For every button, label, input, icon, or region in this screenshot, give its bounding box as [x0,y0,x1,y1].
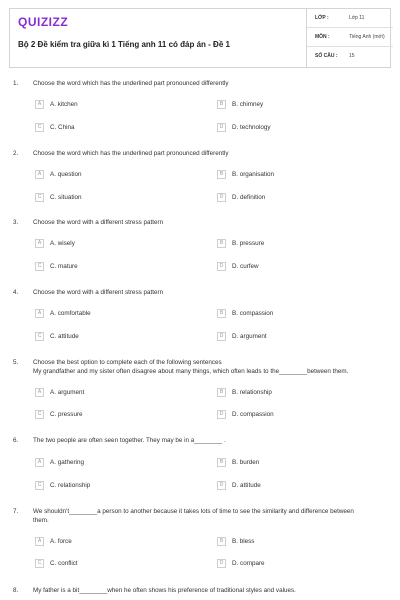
option-text: B. bless [232,538,255,545]
meta-row-count [307,47,393,66]
option-text: C. attitude [50,333,79,340]
option-text: A. gathering [50,459,84,466]
option-letter-box: B [217,388,226,397]
option-letter-box: B [217,458,226,467]
option-text: D. curfew [232,263,259,270]
question-number: 6. [13,437,19,444]
question-text: Choose the best option to complete each of the following sentences [33,359,222,366]
option-text: B. chimney [232,101,264,108]
option-text: C. mature [50,263,78,270]
option-letter-box: C [35,410,44,419]
option-letter-box: C [35,481,44,490]
option-letter-box: B [217,537,226,546]
option-letter-box: C [35,193,44,202]
option-letter-box: D [217,481,226,490]
option-letter-box: B [217,170,226,179]
option-text: C. situation [50,194,82,201]
option-letter-box: D [217,123,226,132]
option-letter-box: A [35,458,44,467]
worksheet-header [9,8,391,68]
question-number: 8. [13,587,19,594]
question-number: 2. [13,150,19,157]
question-number: 3. [13,219,19,226]
worksheet-title: Bộ 2 Đề kiểm tra giữa kì 1 Tiếng anh 11 có đáp án - Đề 1 [18,40,230,49]
meta-table [306,9,393,67]
option-text: C. relationship [50,482,91,489]
meta-key: SỐ CÂU : [315,53,338,59]
option-letter-box: A [35,100,44,109]
option-letter-box: D [217,410,226,419]
option-letter-box: A [35,388,44,397]
meta-key: LỚP : [315,15,329,21]
option-text: D. compare [232,560,265,567]
option-text: A. question [50,171,82,178]
option-letter-box: B [217,309,226,318]
option-letter-box: C [35,559,44,568]
option-letter-box: A [35,170,44,179]
quizizz-logo: QUIZIZZ [18,15,69,29]
option-text: A. force [50,538,72,545]
question-text: Choose the word with a different stress pattern [33,289,164,296]
option-letter-box: D [217,262,226,271]
option-letter-box: A [35,309,44,318]
question-number: 1. [13,80,19,87]
option-letter-box: D [217,193,226,202]
question-text: The two people are often seen together. They may be in a________ . [33,437,226,444]
option-letter-box: C [35,262,44,271]
option-letter-box: C [35,123,44,132]
option-letter-box: A [35,239,44,248]
option-text: C. pressure [50,411,83,418]
option-text: B. organisation [232,171,275,178]
question-text: We shouldn't________a person to another because it takes lots of time to see the similarity and difference between [33,508,354,515]
meta-key: MÔN : [315,34,330,40]
option-text: D. technology [232,124,271,131]
meta-value: Tiếng Anh (mới) [349,34,385,40]
option-letter-box: C [35,332,44,341]
question-number: 4. [13,289,19,296]
option-text: A. comfortable [50,310,91,317]
question-number: 7. [13,508,19,515]
question-number: 5. [13,359,19,366]
option-text: D. argument [232,333,267,340]
question-text-line-2: My grandfather and my sister often disagree about many things, which often leads to the________between them. [33,368,349,375]
question-text-line-2: them. [33,517,49,524]
option-text: B. burden [232,459,260,466]
option-letter-box: D [217,332,226,341]
option-letter-box: D [217,559,226,568]
option-text: A. kitchen [50,101,78,108]
question-text: My father is a bit________when he often shows his preference of traditional styles and values. [33,587,296,594]
option-text: D. definition [232,194,266,201]
meta-value: Lớp 11 [349,15,365,21]
meta-value: 15 [349,53,355,59]
meta-row-class [307,9,393,28]
option-text: B. relationship [232,389,272,396]
option-text: A. wisely [50,240,75,247]
option-text: B. compassion [232,310,274,317]
option-letter-box: B [217,239,226,248]
option-letter-box: A [35,537,44,546]
option-text: C. conflict [50,560,78,567]
option-text: D. compassion [232,411,274,418]
option-letter-box: B [217,100,226,109]
option-text: C. China [50,124,75,131]
option-text: B. pressure [232,240,265,247]
option-text: D. attitude [232,482,261,489]
question-text: Choose the word which has the underlined part pronounced differently [33,150,229,157]
option-text: A. argument [50,389,85,396]
meta-row-subject [307,28,393,47]
question-text: Choose the word which has the underlined part pronounced differently [33,80,229,87]
question-text: Choose the word with a different stress pattern [33,219,164,226]
